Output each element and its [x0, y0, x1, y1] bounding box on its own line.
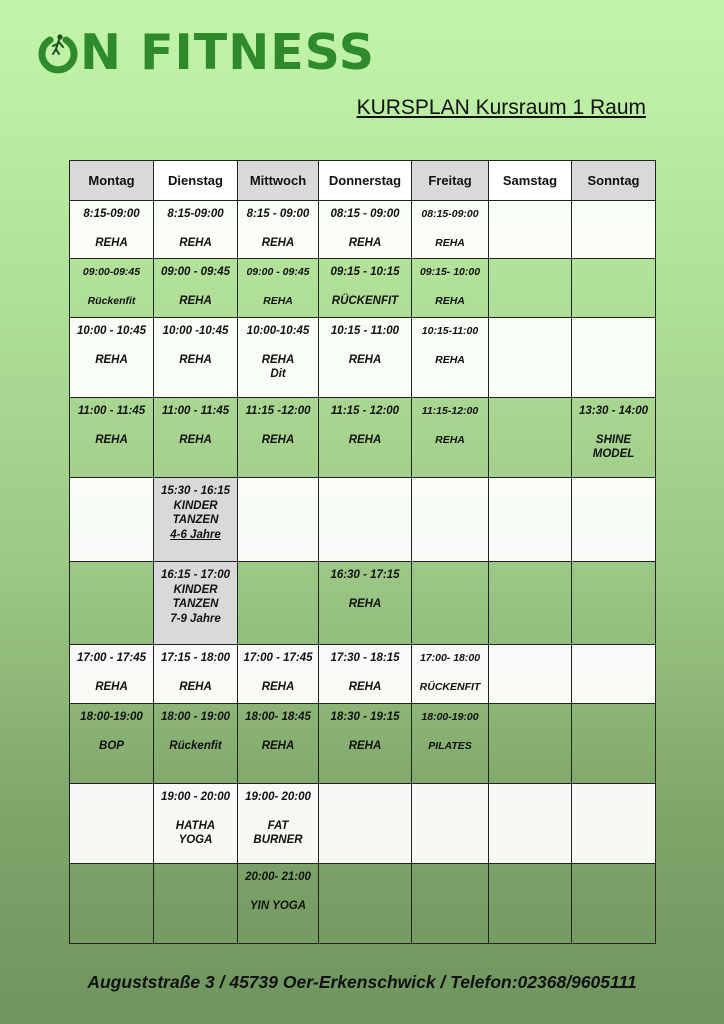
- schedule-cell: [154, 318, 238, 398]
- class-name: REHA: [348, 236, 382, 249]
- schedule-cell: [319, 318, 412, 398]
- class-name: SHINE: [595, 433, 632, 446]
- schedule-cell: [70, 201, 154, 259]
- schedule-cell: [319, 259, 412, 318]
- schedule-cell: [572, 704, 656, 784]
- schedule-cell: [319, 398, 412, 478]
- class-time: 19:00 - 20:00: [160, 791, 231, 803]
- day-header-sonntag: Sonntag: [572, 161, 656, 201]
- schedule-cell: [489, 864, 572, 944]
- schedule-cell: [572, 318, 656, 398]
- schedule-cell: [154, 784, 238, 864]
- schedule-table: [69, 160, 656, 944]
- class-name: FAT: [267, 819, 289, 832]
- schedule-cell: [489, 784, 572, 864]
- class-time: 8:15-09:00: [83, 208, 140, 220]
- class-name: REHA: [348, 353, 382, 366]
- schedule-cell: [489, 398, 572, 478]
- schedule-cell: [319, 784, 412, 864]
- schedule-cell: [319, 562, 412, 645]
- table-row: [70, 645, 656, 704]
- table-row: [70, 201, 656, 259]
- class-time: 18:00- 18:45: [245, 711, 311, 723]
- day-header-mittwoch: Mittwoch: [238, 161, 319, 201]
- class-time: 09:00-09:45: [82, 266, 141, 278]
- class-name: REHA: [435, 294, 465, 307]
- class-name: REHA: [261, 353, 295, 366]
- class-name: REHA: [179, 294, 212, 307]
- schedule-cell: [412, 398, 489, 478]
- class-time: 10:15-11:00: [421, 325, 479, 337]
- schedule-cell: [572, 784, 656, 864]
- class-time: 20:00- 21:00: [245, 871, 311, 883]
- class-time: 10:00-10:45: [246, 325, 310, 337]
- schedule-cell: [489, 704, 572, 784]
- class-time: 09:15- 10:00: [419, 266, 481, 278]
- schedule-cell: [412, 784, 489, 864]
- class-name: REHA: [348, 433, 382, 446]
- class-time: 10:00 - 10:45: [76, 325, 147, 337]
- day-header-donnerstag: Donnerstag: [319, 161, 412, 201]
- class-name: REHA: [261, 680, 295, 693]
- class-name: Dit: [270, 368, 286, 380]
- class-time: 08:15-09:00: [421, 208, 479, 220]
- class-name: REHA: [95, 433, 128, 446]
- class-name: RÜCKENFIT: [419, 680, 481, 693]
- schedule-cell: [412, 259, 489, 318]
- schedule-cell: [572, 864, 656, 944]
- class-name: KINDER: [173, 499, 218, 512]
- class-name: REHA: [179, 433, 212, 446]
- schedule-cell: [238, 784, 319, 864]
- class-name: REHA: [348, 680, 382, 693]
- schedule-cell: [412, 704, 489, 784]
- schedule-cell: [319, 864, 412, 944]
- class-name: KINDER: [173, 583, 218, 596]
- class-name: REHA: [435, 236, 465, 249]
- class-name: MODEL: [592, 448, 635, 460]
- schedule-cell: [238, 645, 319, 704]
- schedule-cell: [489, 645, 572, 704]
- power-icon: [38, 31, 78, 75]
- class-name: BOP: [99, 739, 124, 752]
- class-name: PILATES: [428, 739, 472, 752]
- schedule-cell: [319, 478, 412, 562]
- class-name: REHA: [179, 236, 212, 249]
- schedule-cell: [412, 318, 489, 398]
- schedule-cell: [489, 562, 572, 645]
- schedule-cell: [412, 864, 489, 944]
- schedule-cell: [70, 259, 154, 318]
- footer-address: Auguststraße 3 / 45739 Oer-Erkenschwick / Telefon:02368/9605111: [87, 972, 637, 992]
- schedule-cell: [154, 201, 238, 259]
- class-name: HATHA: [175, 819, 216, 832]
- class-time: 11:15-12:00: [421, 405, 479, 417]
- class-time: 17:00 - 17:45: [76, 652, 147, 664]
- schedule-cell: [489, 478, 572, 562]
- schedule-cell: [154, 562, 238, 645]
- schedule-cell: [154, 704, 238, 784]
- class-time: 17:00 - 17:45: [243, 652, 313, 664]
- schedule-cell: [238, 318, 319, 398]
- schedule-cell: [412, 478, 489, 562]
- table-row: [70, 478, 656, 562]
- class-time: 17:00- 18:00: [419, 652, 481, 664]
- class-time: 16:30 - 17:15: [330, 569, 400, 581]
- class-name: TANZEN: [172, 598, 219, 610]
- class-name: REHA: [261, 433, 295, 446]
- class-time: 08:15 - 09:00: [330, 208, 400, 220]
- class-name: REHA: [95, 236, 128, 249]
- schedule-cell: [238, 562, 319, 645]
- schedule-cell: [412, 645, 489, 704]
- schedule-cell: [319, 645, 412, 704]
- page-title: KURSPLAN Kursraum 1 Raum: [356, 96, 646, 119]
- schedule-cell: [238, 259, 319, 318]
- class-time: 17:30 - 18:15: [330, 652, 400, 664]
- class-name: Rückenfit: [87, 294, 136, 307]
- class-time: 18:30 - 19:15: [330, 711, 400, 723]
- class-name: REHA: [261, 236, 295, 249]
- schedule-cell: [70, 478, 154, 562]
- table-row: [70, 864, 656, 944]
- table-row: [70, 704, 656, 784]
- schedule-cell: [70, 784, 154, 864]
- table-row: [70, 784, 656, 864]
- schedule-cell: [70, 704, 154, 784]
- schedule-cell: [489, 318, 572, 398]
- class-name: REHA: [261, 739, 295, 752]
- class-time: 18:00 - 19:00: [160, 711, 231, 723]
- schedule-cell: [154, 398, 238, 478]
- class-time: 11:15 -12:00: [245, 405, 311, 417]
- class-time: 11:00 - 11:45: [161, 405, 230, 417]
- class-time: 13:30 - 14:00: [578, 405, 649, 417]
- table-row: [70, 562, 656, 645]
- class-time: 16:15 - 17:00: [160, 569, 231, 581]
- schedule-cell: [70, 864, 154, 944]
- schedule-cell: [70, 645, 154, 704]
- class-name: 4-6 Jahre: [170, 528, 221, 541]
- schedule-cell: [319, 201, 412, 259]
- class-time: 11:00 - 11:45: [77, 405, 146, 417]
- class-name: REHA: [95, 680, 128, 693]
- class-time: 8:15 - 09:00: [246, 208, 310, 220]
- class-time: 10:00 -10:45: [162, 325, 229, 337]
- schedule-cell: [154, 645, 238, 704]
- class-name: RÜCKENFIT: [331, 294, 399, 307]
- schedule-cell: [572, 259, 656, 318]
- schedule-cell: [154, 259, 238, 318]
- class-name: YOGA: [178, 834, 213, 846]
- class-time: 15:30 - 16:15: [160, 485, 231, 497]
- class-time: 8:15-09:00: [167, 208, 224, 220]
- class-name: REHA: [263, 294, 293, 307]
- class-name: REHA: [348, 739, 382, 752]
- class-name: REHA: [179, 353, 212, 366]
- day-header-freitag: Freitag: [412, 161, 489, 201]
- brand-logo: [38, 26, 375, 80]
- class-name: REHA: [95, 353, 128, 366]
- day-header-samstag: Samstag: [489, 161, 572, 201]
- schedule-cell: [489, 259, 572, 318]
- class-name: Rückenfit: [169, 739, 222, 752]
- brand-name: N FITNESS: [80, 24, 376, 81]
- schedule-cell: [412, 201, 489, 259]
- schedule-cell: [154, 478, 238, 562]
- day-header-dienstag: Dienstag: [154, 161, 238, 201]
- class-time: 09:00 - 09:45: [246, 266, 310, 278]
- class-time: 19:00- 20:00: [245, 791, 311, 803]
- class-name: 7-9 Jahre: [170, 612, 221, 625]
- class-name: TANZEN: [172, 514, 219, 526]
- schedule-cell: [572, 478, 656, 562]
- class-name: REHA: [435, 353, 465, 366]
- schedule-cell: [572, 645, 656, 704]
- class-name: YIN YOGA: [249, 899, 307, 912]
- schedule-cell: [70, 398, 154, 478]
- table-header-row: [70, 161, 656, 201]
- table-row: [70, 259, 656, 318]
- class-time: 09:15 - 10:15: [330, 266, 400, 278]
- schedule-cell: [238, 478, 319, 562]
- schedule-cell: [572, 398, 656, 478]
- schedule-cell: [238, 864, 319, 944]
- schedule-cell: [319, 704, 412, 784]
- class-name: REHA: [179, 680, 212, 693]
- day-header-montag: Montag: [70, 161, 154, 201]
- schedule-cell: [70, 318, 154, 398]
- schedule-cell: [489, 201, 572, 259]
- class-time: 11:15 - 12:00: [330, 405, 400, 417]
- schedule-cell: [572, 201, 656, 259]
- schedule-cell: [154, 864, 238, 944]
- class-name: REHA: [435, 433, 465, 446]
- class-name: BURNER: [253, 834, 303, 846]
- schedule-cell: [412, 562, 489, 645]
- table-row: [70, 398, 656, 478]
- schedule-cell: [70, 562, 154, 645]
- table-row: [70, 318, 656, 398]
- class-time: 17:15 - 18:00: [160, 652, 231, 664]
- schedule-cell: [238, 398, 319, 478]
- class-time: 10:15 - 11:00: [330, 325, 400, 337]
- class-time: 18:00-19:00: [421, 711, 479, 723]
- schedule-cell: [572, 562, 656, 645]
- class-name: REHA: [348, 597, 382, 610]
- schedule-cell: [238, 704, 319, 784]
- schedule-cell: [238, 201, 319, 259]
- class-time: 18:00-19:00: [80, 711, 143, 723]
- class-time: 09:00 - 09:45: [160, 266, 231, 278]
